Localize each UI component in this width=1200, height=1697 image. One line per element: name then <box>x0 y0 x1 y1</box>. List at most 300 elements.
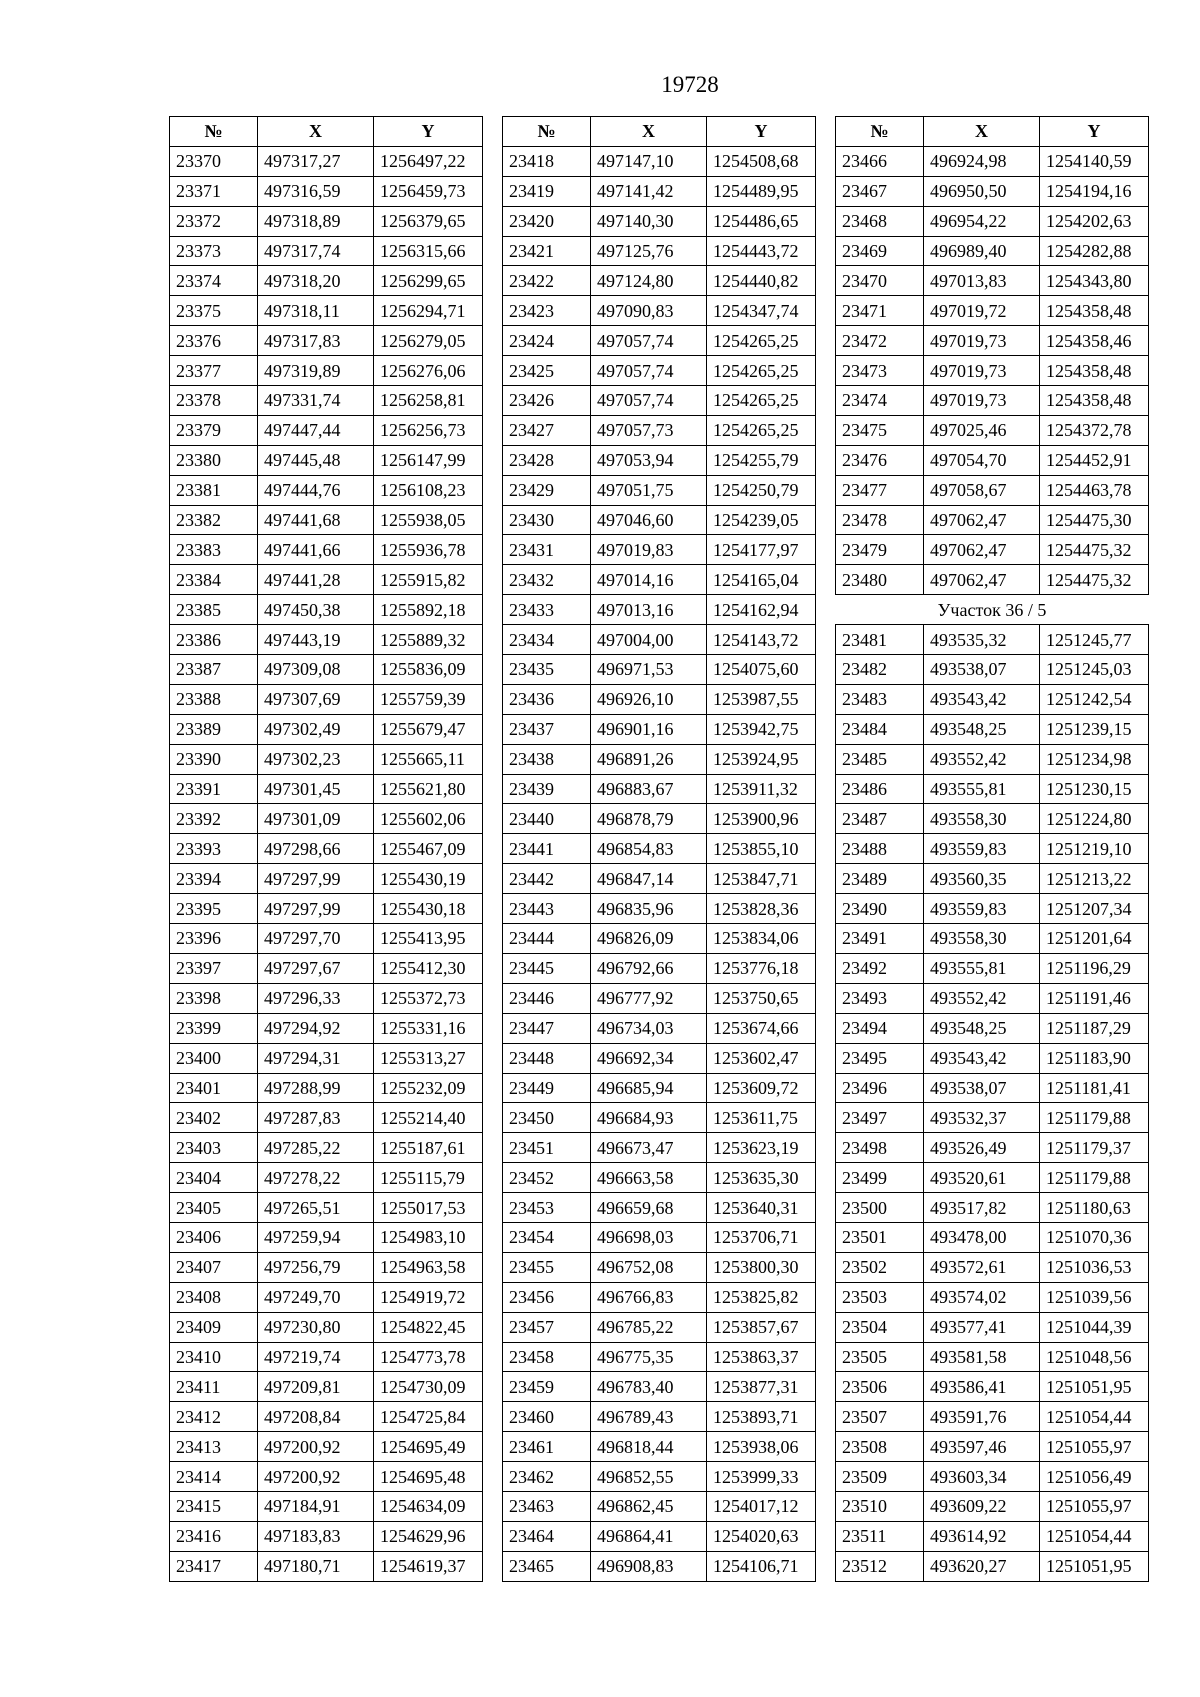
table-row <box>503 834 816 864</box>
table-row <box>836 1163 1149 1193</box>
x-coordinate-cell: 493558,30 <box>924 804 1040 834</box>
y-coordinate-cell: 1255412,30 <box>374 953 483 983</box>
y-coordinate-cell: 1251230,15 <box>1040 774 1149 804</box>
table-row <box>836 1013 1149 1043</box>
x-coordinate-cell: 497441,68 <box>258 505 374 535</box>
y-coordinate-cell: 1253640,31 <box>707 1193 816 1223</box>
y-coordinate-cell: 1254358,46 <box>1040 326 1149 356</box>
y-coordinate-cell: 1255665,11 <box>374 744 483 774</box>
x-coordinate-cell: 496777,92 <box>591 983 707 1013</box>
x-coordinate-cell: 497019,73 <box>924 356 1040 386</box>
y-coordinate-cell: 1253674,66 <box>707 1013 816 1043</box>
point-number-cell: 23377 <box>170 356 258 386</box>
point-number-cell: 23386 <box>170 625 258 655</box>
point-number-cell: 23416 <box>170 1521 258 1551</box>
point-number-cell: 23405 <box>170 1193 258 1223</box>
y-coordinate-cell: 1256108,23 <box>374 475 483 505</box>
y-coordinate-cell: 1251044,39 <box>1040 1312 1149 1342</box>
x-coordinate-cell: 497004,00 <box>591 625 707 655</box>
point-number-cell: 23485 <box>836 744 924 774</box>
point-number-cell: 23508 <box>836 1432 924 1462</box>
x-coordinate-cell: 493586,41 <box>924 1372 1040 1402</box>
x-coordinate-cell: 496891,26 <box>591 744 707 774</box>
x-coordinate-cell: 496789,43 <box>591 1402 707 1432</box>
point-number-cell: 23391 <box>170 774 258 804</box>
table-row <box>836 1521 1149 1551</box>
x-coordinate-cell: 497025,46 <box>924 415 1040 445</box>
table-row <box>503 1043 816 1073</box>
table-row <box>503 1342 816 1372</box>
y-coordinate-cell: 1251039,56 <box>1040 1282 1149 1312</box>
point-number-cell: 23379 <box>170 415 258 445</box>
table-row <box>170 1402 483 1432</box>
y-coordinate-cell: 1255467,09 <box>374 834 483 864</box>
y-coordinate-cell: 1255313,27 <box>374 1043 483 1073</box>
y-coordinate-cell: 1251056,49 <box>1040 1462 1149 1492</box>
table-row <box>836 1312 1149 1342</box>
x-coordinate-cell: 497062,47 <box>924 505 1040 535</box>
x-coordinate-cell: 496775,35 <box>591 1342 707 1372</box>
point-number-cell: 23390 <box>170 744 258 774</box>
point-number-cell: 23467 <box>836 176 924 206</box>
x-coordinate-cell: 493609,22 <box>924 1491 1040 1521</box>
point-number-cell: 23375 <box>170 296 258 326</box>
point-number-cell: 23380 <box>170 445 258 475</box>
y-coordinate-cell: 1253924,95 <box>707 744 816 774</box>
y-coordinate-cell: 1251219,10 <box>1040 834 1149 864</box>
x-coordinate-cell: 497318,89 <box>258 206 374 236</box>
point-number-cell: 23510 <box>836 1491 924 1521</box>
y-coordinate-cell: 1251179,37 <box>1040 1133 1149 1163</box>
x-coordinate-cell: 497447,44 <box>258 415 374 445</box>
x-coordinate-cell: 493614,92 <box>924 1521 1040 1551</box>
point-number-cell: 23498 <box>836 1133 924 1163</box>
point-number-cell: 23394 <box>170 864 258 894</box>
point-number-cell: 23489 <box>836 864 924 894</box>
table-row <box>836 206 1149 236</box>
x-coordinate-cell: 497054,70 <box>924 445 1040 475</box>
point-number-cell: 23414 <box>170 1462 258 1492</box>
x-coordinate-cell: 497140,30 <box>591 206 707 236</box>
y-coordinate-cell: 1254239,05 <box>707 505 816 535</box>
x-coordinate-cell: 493558,30 <box>924 924 1040 954</box>
point-number-cell: 23383 <box>170 535 258 565</box>
y-coordinate-cell: 1251054,44 <box>1040 1402 1149 1432</box>
y-coordinate-cell: 1251179,88 <box>1040 1103 1149 1133</box>
x-coordinate-cell: 497057,73 <box>591 415 707 445</box>
column-header-y: Y <box>374 117 483 147</box>
x-coordinate-cell: 497209,81 <box>258 1372 374 1402</box>
point-number-cell: 23497 <box>836 1103 924 1133</box>
table-row <box>836 625 1149 655</box>
x-coordinate-cell: 496971,53 <box>591 655 707 685</box>
y-coordinate-cell: 1254489,95 <box>707 176 816 206</box>
table-row <box>503 1133 816 1163</box>
y-coordinate-cell: 1254265,25 <box>707 356 816 386</box>
y-coordinate-cell: 1253825,82 <box>707 1282 816 1312</box>
point-number-cell: 23403 <box>170 1133 258 1163</box>
y-coordinate-cell: 1253911,32 <box>707 774 816 804</box>
y-coordinate-cell: 1254983,10 <box>374 1222 483 1252</box>
point-number-cell: 23395 <box>170 894 258 924</box>
point-number-cell: 23487 <box>836 804 924 834</box>
point-number-cell: 23392 <box>170 804 258 834</box>
table-row <box>503 804 816 834</box>
coordinates-table-2 <box>502 116 816 1582</box>
x-coordinate-cell: 497278,22 <box>258 1163 374 1193</box>
y-coordinate-cell: 1255017,53 <box>374 1193 483 1223</box>
y-coordinate-cell: 1254282,88 <box>1040 236 1149 266</box>
table-row <box>836 1193 1149 1223</box>
y-coordinate-cell: 1253863,37 <box>707 1342 816 1372</box>
y-coordinate-cell: 1251191,46 <box>1040 983 1149 1013</box>
point-number-cell: 23482 <box>836 655 924 685</box>
x-coordinate-cell: 497331,74 <box>258 386 374 416</box>
point-number-cell: 23451 <box>503 1133 591 1163</box>
table-row <box>503 415 816 445</box>
point-number-cell: 23477 <box>836 475 924 505</box>
table-row <box>503 326 816 356</box>
point-number-cell: 23396 <box>170 924 258 954</box>
point-number-cell: 23468 <box>836 206 924 236</box>
point-number-cell: 23512 <box>836 1551 924 1581</box>
y-coordinate-cell: 1254075,60 <box>707 655 816 685</box>
x-coordinate-cell: 497316,59 <box>258 176 374 206</box>
table-row <box>503 565 816 595</box>
y-coordinate-cell: 1256497,22 <box>374 146 483 176</box>
table-row <box>503 774 816 804</box>
x-coordinate-cell: 497319,89 <box>258 356 374 386</box>
point-number-cell: 23455 <box>503 1252 591 1282</box>
point-number-cell: 23411 <box>170 1372 258 1402</box>
x-coordinate-cell: 497444,76 <box>258 475 374 505</box>
table-row <box>503 953 816 983</box>
column-header-x: X <box>591 117 707 147</box>
x-coordinate-cell: 497288,99 <box>258 1073 374 1103</box>
point-number-cell: 23463 <box>503 1491 591 1521</box>
y-coordinate-cell: 1256276,06 <box>374 356 483 386</box>
x-coordinate-cell: 497200,92 <box>258 1462 374 1492</box>
point-number-cell: 23495 <box>836 1043 924 1073</box>
table-row <box>503 1252 816 1282</box>
x-coordinate-cell: 497285,22 <box>258 1133 374 1163</box>
table-row <box>170 296 483 326</box>
point-number-cell: 23429 <box>503 475 591 505</box>
y-coordinate-cell: 1251181,41 <box>1040 1073 1149 1103</box>
table-row <box>836 1402 1149 1432</box>
table-row <box>170 625 483 655</box>
y-coordinate-cell: 1251051,95 <box>1040 1372 1149 1402</box>
y-coordinate-cell: 1254202,63 <box>1040 206 1149 236</box>
point-number-cell: 23404 <box>170 1163 258 1193</box>
y-coordinate-cell: 1253900,96 <box>707 804 816 834</box>
x-coordinate-cell: 497057,74 <box>591 326 707 356</box>
table-row <box>170 744 483 774</box>
point-number-cell: 23374 <box>170 266 258 296</box>
point-number-cell: 23401 <box>170 1073 258 1103</box>
x-coordinate-cell: 493574,02 <box>924 1282 1040 1312</box>
table-row <box>836 744 1149 774</box>
x-coordinate-cell: 497019,73 <box>924 386 1040 416</box>
y-coordinate-cell: 1254140,59 <box>1040 146 1149 176</box>
y-coordinate-cell: 1254255,79 <box>707 445 816 475</box>
point-number-cell: 23412 <box>170 1402 258 1432</box>
point-number-cell: 23406 <box>170 1222 258 1252</box>
y-coordinate-cell: 1253877,31 <box>707 1372 816 1402</box>
x-coordinate-cell: 497443,19 <box>258 625 374 655</box>
table-row <box>503 1312 816 1342</box>
point-number-cell: 23440 <box>503 804 591 834</box>
section-label: Участок 36 / 5 <box>836 595 1149 625</box>
table-row <box>503 714 816 744</box>
table-row <box>836 296 1149 326</box>
x-coordinate-cell: 497057,74 <box>591 356 707 386</box>
x-coordinate-cell: 496883,67 <box>591 774 707 804</box>
x-coordinate-cell: 497445,48 <box>258 445 374 475</box>
x-coordinate-cell: 497297,67 <box>258 953 374 983</box>
y-coordinate-cell: 1251213,22 <box>1040 864 1149 894</box>
point-number-cell: 23422 <box>503 266 591 296</box>
y-coordinate-cell: 1254162,94 <box>707 595 816 625</box>
table-row <box>170 1103 483 1133</box>
table-row <box>170 1342 483 1372</box>
y-coordinate-cell: 1253611,75 <box>707 1103 816 1133</box>
x-coordinate-cell: 493597,46 <box>924 1432 1040 1462</box>
y-coordinate-cell: 1254475,30 <box>1040 505 1149 535</box>
x-coordinate-cell: 493538,07 <box>924 1073 1040 1103</box>
y-coordinate-cell: 1254963,58 <box>374 1252 483 1282</box>
y-coordinate-cell: 1256379,65 <box>374 206 483 236</box>
x-coordinate-cell: 493548,25 <box>924 714 1040 744</box>
point-number-cell: 23443 <box>503 894 591 924</box>
x-coordinate-cell: 497147,10 <box>591 146 707 176</box>
x-coordinate-cell: 497013,16 <box>591 595 707 625</box>
table-row <box>170 684 483 714</box>
point-number-cell: 23458 <box>503 1342 591 1372</box>
y-coordinate-cell: 1256294,71 <box>374 296 483 326</box>
point-number-cell: 23373 <box>170 236 258 266</box>
table-row <box>836 1043 1149 1073</box>
y-coordinate-cell: 1255915,82 <box>374 565 483 595</box>
point-number-cell: 23385 <box>170 595 258 625</box>
y-coordinate-cell: 1254634,09 <box>374 1491 483 1521</box>
x-coordinate-cell: 496847,14 <box>591 864 707 894</box>
y-coordinate-cell: 1254619,37 <box>374 1551 483 1581</box>
point-number-cell: 23371 <box>170 176 258 206</box>
x-coordinate-cell: 497125,76 <box>591 236 707 266</box>
x-coordinate-cell: 497124,80 <box>591 266 707 296</box>
y-coordinate-cell: 1251051,95 <box>1040 1551 1149 1581</box>
table-row <box>170 386 483 416</box>
point-number-cell: 23382 <box>170 505 258 535</box>
y-coordinate-cell: 1253602,47 <box>707 1043 816 1073</box>
table-row <box>503 655 816 685</box>
y-coordinate-cell: 1255430,19 <box>374 864 483 894</box>
point-number-cell: 23398 <box>170 983 258 1013</box>
y-coordinate-cell: 1255602,06 <box>374 804 483 834</box>
page-number: 19728 <box>661 72 719 97</box>
x-coordinate-cell: 497019,73 <box>924 326 1040 356</box>
point-number-cell: 23425 <box>503 356 591 386</box>
point-number-cell: 23464 <box>503 1521 591 1551</box>
point-number-cell: 23434 <box>503 625 591 655</box>
table-row <box>170 505 483 535</box>
y-coordinate-cell: 1253750,65 <box>707 983 816 1013</box>
point-number-cell: 23501 <box>836 1222 924 1252</box>
table-row <box>503 1402 816 1432</box>
x-coordinate-cell: 497014,16 <box>591 565 707 595</box>
table-row <box>503 595 816 625</box>
y-coordinate-cell: 1254250,79 <box>707 475 816 505</box>
point-number-cell: 23400 <box>170 1043 258 1073</box>
y-coordinate-cell: 1251055,97 <box>1040 1432 1149 1462</box>
table-header-row <box>503 117 816 147</box>
y-coordinate-cell: 1254372,78 <box>1040 415 1149 445</box>
y-coordinate-cell: 1254629,96 <box>374 1521 483 1551</box>
table-row <box>503 684 816 714</box>
point-number-cell: 23473 <box>836 356 924 386</box>
y-coordinate-cell: 1253857,67 <box>707 1312 816 1342</box>
y-coordinate-cell: 1255232,09 <box>374 1073 483 1103</box>
point-number-cell: 23402 <box>170 1103 258 1133</box>
y-coordinate-cell: 1251224,80 <box>1040 804 1149 834</box>
x-coordinate-cell: 493552,42 <box>924 744 1040 774</box>
coordinates-table-3 <box>835 116 1149 1582</box>
y-coordinate-cell: 1251239,15 <box>1040 714 1149 744</box>
x-coordinate-cell: 493552,42 <box>924 983 1040 1013</box>
y-coordinate-cell: 1254143,72 <box>707 625 816 655</box>
y-coordinate-cell: 1254508,68 <box>707 146 816 176</box>
table-row <box>836 804 1149 834</box>
table-row <box>503 1491 816 1521</box>
y-coordinate-cell: 1255621,80 <box>374 774 483 804</box>
table-row <box>836 146 1149 176</box>
table-row <box>503 1551 816 1581</box>
table-row <box>836 684 1149 714</box>
y-coordinate-cell: 1254265,25 <box>707 326 816 356</box>
table-row <box>503 1521 816 1551</box>
x-coordinate-cell: 497301,45 <box>258 774 374 804</box>
section-row <box>836 595 1149 625</box>
x-coordinate-cell: 496862,45 <box>591 1491 707 1521</box>
point-number-cell: 23490 <box>836 894 924 924</box>
point-number-cell: 23504 <box>836 1312 924 1342</box>
y-coordinate-cell: 1256459,73 <box>374 176 483 206</box>
y-coordinate-cell: 1255759,39 <box>374 684 483 714</box>
x-coordinate-cell: 497062,47 <box>924 535 1040 565</box>
x-coordinate-cell: 493603,34 <box>924 1462 1040 1492</box>
point-number-cell: 23505 <box>836 1342 924 1372</box>
table-row <box>836 176 1149 206</box>
y-coordinate-cell: 1254822,45 <box>374 1312 483 1342</box>
table-row <box>836 864 1149 894</box>
table-row <box>170 1372 483 1402</box>
x-coordinate-cell: 496818,44 <box>591 1432 707 1462</box>
table-row <box>503 176 816 206</box>
x-coordinate-cell: 497296,33 <box>258 983 374 1013</box>
x-coordinate-cell: 497256,79 <box>258 1252 374 1282</box>
x-coordinate-cell: 497297,70 <box>258 924 374 954</box>
table-row <box>503 505 816 535</box>
table-row <box>503 236 816 266</box>
y-coordinate-cell: 1255413,95 <box>374 924 483 954</box>
x-coordinate-cell: 493559,83 <box>924 834 1040 864</box>
table-row <box>503 983 816 1013</box>
table-row <box>836 475 1149 505</box>
table-row <box>170 475 483 505</box>
table-row <box>836 505 1149 535</box>
point-number-cell: 23483 <box>836 684 924 714</box>
x-coordinate-cell: 497307,69 <box>258 684 374 714</box>
x-coordinate-cell: 497287,83 <box>258 1103 374 1133</box>
x-coordinate-cell: 496864,41 <box>591 1521 707 1551</box>
x-coordinate-cell: 497019,72 <box>924 296 1040 326</box>
x-coordinate-cell: 497062,47 <box>924 565 1040 595</box>
x-coordinate-cell: 497297,99 <box>258 864 374 894</box>
point-number-cell: 23509 <box>836 1462 924 1492</box>
table-row <box>836 1282 1149 1312</box>
y-coordinate-cell: 1254452,91 <box>1040 445 1149 475</box>
y-coordinate-cell: 1251055,97 <box>1040 1491 1149 1521</box>
x-coordinate-cell: 493526,49 <box>924 1133 1040 1163</box>
table-row <box>836 1103 1149 1133</box>
point-number-cell: 23413 <box>170 1432 258 1462</box>
x-coordinate-cell: 493555,81 <box>924 774 1040 804</box>
point-number-cell: 23418 <box>503 146 591 176</box>
table-row <box>170 1312 483 1342</box>
table-row <box>170 535 483 565</box>
y-coordinate-cell: 1255679,47 <box>374 714 483 744</box>
table-row <box>503 924 816 954</box>
x-coordinate-cell: 497180,71 <box>258 1551 374 1581</box>
x-coordinate-cell: 497294,92 <box>258 1013 374 1043</box>
x-coordinate-cell: 493543,42 <box>924 1043 1040 1073</box>
table-row <box>836 774 1149 804</box>
table-row <box>170 1193 483 1223</box>
point-number-cell: 23432 <box>503 565 591 595</box>
column-header-number: № <box>170 117 258 147</box>
table-row <box>170 834 483 864</box>
table-row <box>170 266 483 296</box>
y-coordinate-cell: 1256315,66 <box>374 236 483 266</box>
y-coordinate-cell: 1253847,71 <box>707 864 816 894</box>
table-header-row <box>836 117 1149 147</box>
table-row <box>503 1073 816 1103</box>
table-row <box>836 894 1149 924</box>
y-coordinate-cell: 1254265,25 <box>707 386 816 416</box>
point-number-cell: 23471 <box>836 296 924 326</box>
point-number-cell: 23378 <box>170 386 258 416</box>
table-row <box>170 924 483 954</box>
y-coordinate-cell: 1254695,49 <box>374 1432 483 1462</box>
x-coordinate-cell: 493543,42 <box>924 684 1040 714</box>
x-coordinate-cell: 497297,99 <box>258 894 374 924</box>
point-number-cell: 23439 <box>503 774 591 804</box>
x-coordinate-cell: 497317,27 <box>258 146 374 176</box>
y-coordinate-cell: 1254475,32 <box>1040 565 1149 595</box>
point-number-cell: 23460 <box>503 1402 591 1432</box>
y-coordinate-cell: 1251070,36 <box>1040 1222 1149 1252</box>
point-number-cell: 23456 <box>503 1282 591 1312</box>
y-coordinate-cell: 1253893,71 <box>707 1402 816 1432</box>
point-number-cell: 23407 <box>170 1252 258 1282</box>
x-coordinate-cell: 497046,60 <box>591 505 707 535</box>
x-coordinate-cell: 493572,61 <box>924 1252 1040 1282</box>
column-header-number: № <box>836 117 924 147</box>
table-row <box>170 1432 483 1462</box>
point-number-cell: 23457 <box>503 1312 591 1342</box>
x-coordinate-cell: 496752,08 <box>591 1252 707 1282</box>
